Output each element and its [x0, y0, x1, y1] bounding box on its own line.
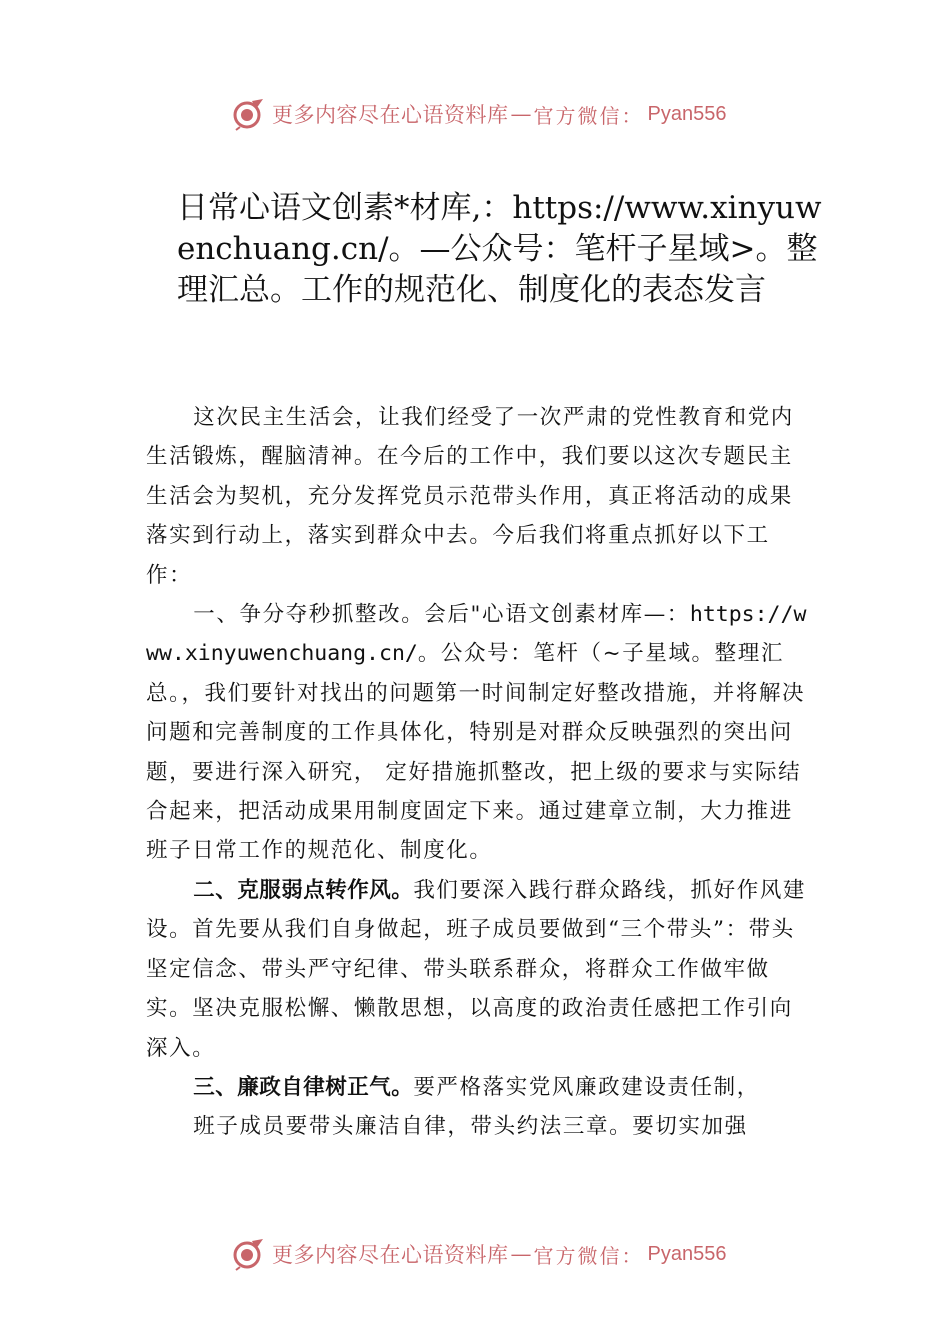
banner-wechat-id: Pyan556 [647, 102, 727, 125]
paragraph-3-heading: 三、廉政自律树正气。 [193, 1074, 414, 1100]
banner-text: 更多内容尽在心语资料库 [272, 1243, 509, 1267]
paragraph-2-text: 我们要深入践行群众路线，抓好作风建设。首先要从我们自身做起，班子成员要做到“三个带头”：带头坚定信念、带头严守纪律、带头联系群众，将群众工作做牢做实。坚决克服松懈、懒散思想，以高度的政治责任感把工作引向深入。 [146, 877, 807, 1061]
pen-logo-icon [232, 1237, 266, 1271]
banner-dash: — [510, 102, 532, 126]
banner-wechat-id: Pyan556 [647, 1242, 727, 1265]
paragraph-1-url: https://www.xinyuwenchuang.cn/ [146, 602, 807, 667]
banner-text: 更多内容尽在心语资料库 [272, 103, 509, 127]
header-watermark [232, 94, 726, 134]
banner-label: 官方微信： [533, 103, 644, 128]
footer-watermark [232, 1234, 726, 1274]
paragraph-2-heading: 二、克服弱点转作风。 [193, 877, 414, 903]
paragraph-3-text: 要严格落实党风廉政建设责任制， [413, 1074, 760, 1100]
paragraph-1 [146, 595, 811, 871]
paragraph-2 [146, 871, 811, 1068]
paragraph-1-text-a: 一、争分夺秒抓整改。会后"心语文创素材库—： [193, 602, 690, 628]
banner-dash: — [510, 1242, 532, 1266]
document-title: 日常心语文创素*材库,：https://www.xinyuwenchuang.cn/。—公众号：笔杆子星域>。整理汇总。工作的规范化、制度化的表态发言 [177, 190, 822, 308]
pen-logo-icon [232, 97, 266, 131]
paragraph-4: 班子成员要带头廉洁自律，带头约法三章。要切实加强 [193, 1114, 748, 1140]
paragraph-3 [146, 1068, 811, 1107]
paragraph-1-text-b: 。公众号：笔杆（~子星域。整理汇总。，我们要针对找出的问题第一时间制定好整改措施，并将解决问题和完善制度的工作具体化，特别是对群众反映强烈的突出问题，要进行深入研究， 定好措施抓整改，把上级的要求与实际结合起来，把活动成果用制度固定下来。通过建章立制，大力推进班子日常工作的规范化、制度化。 [146, 641, 806, 864]
document-body [146, 398, 811, 1147]
banner-label: 官方微信： [533, 1243, 644, 1268]
intro-paragraph: 这次民主生活会，让我们经受了一次严肃的党性教育和党内生活锻炼，醒脑清神。在今后的工作中，我们要以这次专题民主生活会为契机，充分发挥党员示范带头作用，真正将活动的成果落实到行动上，落实到群众中去。今后我们将重点抓好以下工作： [146, 405, 794, 588]
